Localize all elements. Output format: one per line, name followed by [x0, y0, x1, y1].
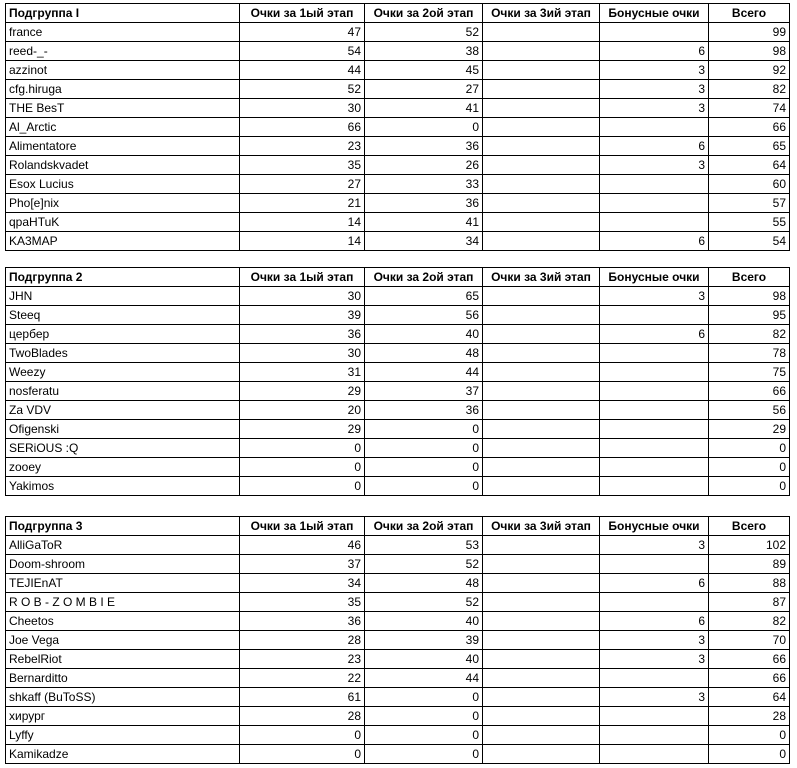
score-cell: 64 — [709, 688, 790, 707]
score-cell — [483, 555, 600, 574]
player-name: JHN — [6, 287, 240, 306]
score-cell: 36 — [365, 137, 483, 156]
table-row — [6, 631, 790, 650]
player-name: Pho[e]nix — [6, 194, 240, 213]
score-cell: 3 — [600, 536, 709, 555]
score-cell — [600, 213, 709, 232]
column-header: Очки за 1ый этап — [240, 517, 365, 536]
table-row — [6, 574, 790, 593]
score-cell: 48 — [365, 344, 483, 363]
header-row — [6, 517, 790, 536]
column-header: Всего — [709, 4, 790, 23]
score-cell — [483, 726, 600, 745]
column-header: Очки за 3ий этап — [483, 4, 600, 23]
score-cell — [483, 382, 600, 401]
score-cell: 35 — [240, 156, 365, 175]
score-cell: 82 — [709, 612, 790, 631]
player-name: Weezy — [6, 363, 240, 382]
table-row — [6, 477, 790, 496]
column-header: Очки за 2ой этап — [365, 4, 483, 23]
score-cell — [600, 555, 709, 574]
score-cell — [600, 439, 709, 458]
score-cell: 6 — [600, 325, 709, 344]
column-header: Бонусные очки — [600, 268, 709, 287]
table-row — [6, 232, 790, 251]
score-cell: 29 — [240, 420, 365, 439]
score-cell — [483, 61, 600, 80]
score-cell: 66 — [709, 382, 790, 401]
score-cell: 0 — [240, 458, 365, 477]
score-cell — [483, 631, 600, 650]
player-name: reed-_- — [6, 42, 240, 61]
score-cell: 0 — [709, 477, 790, 496]
score-cell: 66 — [709, 669, 790, 688]
score-cell: 21 — [240, 194, 365, 213]
column-header: Очки за 1ый этап — [240, 268, 365, 287]
score-cell: 52 — [365, 593, 483, 612]
score-cell: 48 — [365, 574, 483, 593]
table-row — [6, 80, 790, 99]
score-cell: 98 — [709, 287, 790, 306]
table-row — [6, 42, 790, 61]
score-cell: 66 — [709, 118, 790, 137]
player-name: Doom-shroom — [6, 555, 240, 574]
score-cell: 54 — [709, 232, 790, 251]
score-cell: 3 — [600, 650, 709, 669]
score-cell: 34 — [240, 574, 365, 593]
score-cell: 36 — [240, 325, 365, 344]
score-cell: 64 — [709, 156, 790, 175]
player-name: Steeq — [6, 306, 240, 325]
table-row — [6, 458, 790, 477]
score-cell: 0 — [240, 726, 365, 745]
group-table-1 — [5, 3, 790, 251]
score-cell: 27 — [365, 80, 483, 99]
score-cell: 87 — [709, 593, 790, 612]
table-row — [6, 401, 790, 420]
table-row — [6, 287, 790, 306]
score-cell: 0 — [709, 745, 790, 764]
player-name: france — [6, 23, 240, 42]
score-cell: 6 — [600, 574, 709, 593]
score-cell — [483, 574, 600, 593]
score-cell: 52 — [365, 23, 483, 42]
score-cell: 30 — [240, 287, 365, 306]
score-cell: 0 — [240, 745, 365, 764]
score-cell — [483, 232, 600, 251]
score-cell — [483, 118, 600, 137]
table-row — [6, 23, 790, 42]
score-cell: 37 — [365, 382, 483, 401]
score-cell — [483, 99, 600, 118]
score-cell — [600, 23, 709, 42]
player-name: Za VDV — [6, 401, 240, 420]
column-header: Очки за 1ый этап — [240, 4, 365, 23]
score-cell: 41 — [365, 99, 483, 118]
score-cell — [600, 401, 709, 420]
table-row — [6, 612, 790, 631]
column-header: Бонусные очки — [600, 517, 709, 536]
table-row — [6, 344, 790, 363]
score-cell — [600, 707, 709, 726]
table-row — [6, 99, 790, 118]
column-header: Всего — [709, 517, 790, 536]
score-cell: 60 — [709, 175, 790, 194]
table-row — [6, 745, 790, 764]
score-cell — [600, 745, 709, 764]
score-cell — [483, 420, 600, 439]
score-cell — [483, 80, 600, 99]
score-cell: 45 — [365, 61, 483, 80]
score-cell: 6 — [600, 137, 709, 156]
score-cell: 41 — [365, 213, 483, 232]
score-cell: 44 — [365, 669, 483, 688]
score-cell — [483, 23, 600, 42]
player-name: Kamikadze — [6, 745, 240, 764]
score-cell: 52 — [365, 555, 483, 574]
score-cell: 31 — [240, 363, 365, 382]
score-cell: 6 — [600, 42, 709, 61]
score-cell: 38 — [365, 42, 483, 61]
score-cell: 39 — [365, 631, 483, 650]
group-table-2 — [5, 267, 790, 496]
score-cell: 0 — [365, 477, 483, 496]
player-name: TwoBlades — [6, 344, 240, 363]
score-cell: 65 — [709, 137, 790, 156]
score-cell — [600, 363, 709, 382]
score-cell: 28 — [240, 631, 365, 650]
score-cell — [483, 650, 600, 669]
score-cell: 33 — [365, 175, 483, 194]
player-name: Al_Arctic — [6, 118, 240, 137]
player-name: qpaHTuK — [6, 213, 240, 232]
table-row — [6, 325, 790, 344]
score-cell: 22 — [240, 669, 365, 688]
score-cell: 82 — [709, 80, 790, 99]
table-row — [6, 137, 790, 156]
score-cell: 3 — [600, 287, 709, 306]
column-header: Бонусные очки — [600, 4, 709, 23]
score-cell — [483, 287, 600, 306]
score-cell: 3 — [600, 631, 709, 650]
player-name: Yakimos — [6, 477, 240, 496]
player-name: Joe Vega — [6, 631, 240, 650]
score-cell — [600, 194, 709, 213]
score-cell: 75 — [709, 363, 790, 382]
score-cell: 28 — [240, 707, 365, 726]
score-cell: 34 — [365, 232, 483, 251]
score-cell: 28 — [709, 707, 790, 726]
score-cell: 98 — [709, 42, 790, 61]
score-cell: 37 — [240, 555, 365, 574]
table-row — [6, 726, 790, 745]
score-cell — [483, 707, 600, 726]
score-cell — [483, 42, 600, 61]
score-cell: 36 — [365, 401, 483, 420]
table-row — [6, 363, 790, 382]
table-row — [6, 555, 790, 574]
score-cell: 54 — [240, 42, 365, 61]
score-cell: 44 — [240, 61, 365, 80]
score-cell: 3 — [600, 80, 709, 99]
header-row — [6, 4, 790, 23]
score-cell: 0 — [365, 420, 483, 439]
table-row — [6, 669, 790, 688]
table-row — [6, 439, 790, 458]
score-cell — [600, 477, 709, 496]
score-cell: 74 — [709, 99, 790, 118]
player-name: SERiOUS :Q — [6, 439, 240, 458]
score-cell — [600, 593, 709, 612]
score-cell: 52 — [240, 80, 365, 99]
player-name: Alimentatore — [6, 137, 240, 156]
table-row — [6, 156, 790, 175]
score-cell — [600, 382, 709, 401]
score-cell — [483, 344, 600, 363]
score-cell: 0 — [365, 745, 483, 764]
score-cell: 27 — [240, 175, 365, 194]
score-cell — [483, 669, 600, 688]
header-row — [6, 268, 790, 287]
table-row — [6, 194, 790, 213]
score-cell: 36 — [365, 194, 483, 213]
score-cell: 0 — [365, 726, 483, 745]
player-name: RebelRiot — [6, 650, 240, 669]
column-header: Очки за 2ой этап — [365, 517, 483, 536]
score-cell — [600, 669, 709, 688]
score-cell: 0 — [709, 458, 790, 477]
score-cell — [600, 306, 709, 325]
score-cell — [483, 156, 600, 175]
score-cell: 66 — [709, 650, 790, 669]
table-row — [6, 650, 790, 669]
score-cell — [483, 137, 600, 156]
score-cell — [483, 325, 600, 344]
score-cell: 20 — [240, 401, 365, 420]
table-row — [6, 175, 790, 194]
column-header: Всего — [709, 268, 790, 287]
score-cell: 82 — [709, 325, 790, 344]
score-cell: 0 — [365, 688, 483, 707]
score-cell — [483, 363, 600, 382]
score-cell — [483, 612, 600, 631]
score-cell: 39 — [240, 306, 365, 325]
player-name: Ofigenski — [6, 420, 240, 439]
score-cell: 26 — [365, 156, 483, 175]
score-cell — [483, 175, 600, 194]
score-cell: 3 — [600, 99, 709, 118]
score-cell: 30 — [240, 344, 365, 363]
score-cell: 40 — [365, 650, 483, 669]
player-name: хирург — [6, 707, 240, 726]
player-name: shkaff (BuToSS) — [6, 688, 240, 707]
group-title: Подгруппа I — [6, 4, 240, 23]
player-name: THE BesT — [6, 99, 240, 118]
score-cell: 6 — [600, 612, 709, 631]
player-name: Bernarditto — [6, 669, 240, 688]
score-cell: 6 — [600, 232, 709, 251]
player-name: Cheetos — [6, 612, 240, 631]
score-cell — [483, 306, 600, 325]
player-name: Esox Lucius — [6, 175, 240, 194]
score-cell: 55 — [709, 213, 790, 232]
score-cell: 40 — [365, 325, 483, 344]
player-name: AlliGaToR — [6, 536, 240, 555]
table-row — [6, 688, 790, 707]
score-cell: 23 — [240, 137, 365, 156]
score-cell — [600, 726, 709, 745]
score-cell — [483, 194, 600, 213]
score-cell: 65 — [365, 287, 483, 306]
score-cell: 14 — [240, 232, 365, 251]
score-cell: 0 — [365, 707, 483, 726]
score-cell: 3 — [600, 688, 709, 707]
score-cell — [483, 439, 600, 458]
score-cell: 36 — [240, 612, 365, 631]
score-cell: 66 — [240, 118, 365, 137]
table-row — [6, 420, 790, 439]
score-cell: 56 — [365, 306, 483, 325]
score-cell: 61 — [240, 688, 365, 707]
score-cell — [483, 458, 600, 477]
score-cell: 88 — [709, 574, 790, 593]
group-table-3 — [5, 516, 790, 764]
score-cell — [483, 745, 600, 764]
score-cell: 46 — [240, 536, 365, 555]
score-cell: 0 — [709, 726, 790, 745]
score-cell: 0 — [365, 439, 483, 458]
score-cell: 89 — [709, 555, 790, 574]
score-cell — [483, 593, 600, 612]
player-name: zooey — [6, 458, 240, 477]
score-cell — [600, 344, 709, 363]
group-title: Подгруппа 3 — [6, 517, 240, 536]
score-cell — [483, 688, 600, 707]
score-cell: 0 — [240, 477, 365, 496]
score-cell: 44 — [365, 363, 483, 382]
score-cell: 29 — [709, 420, 790, 439]
score-cell: 78 — [709, 344, 790, 363]
score-cell — [600, 118, 709, 137]
score-cell: 3 — [600, 61, 709, 80]
column-header: Очки за 2ой этап — [365, 268, 483, 287]
score-cell: 0 — [365, 458, 483, 477]
score-cell: 0 — [365, 118, 483, 137]
score-cell: 0 — [240, 439, 365, 458]
score-cell — [483, 477, 600, 496]
table-row — [6, 213, 790, 232]
score-cell: 92 — [709, 61, 790, 80]
score-cell: 99 — [709, 23, 790, 42]
player-name: Rolandskvadet — [6, 156, 240, 175]
score-cell — [483, 536, 600, 555]
player-name: Lyffy — [6, 726, 240, 745]
table-row — [6, 536, 790, 555]
score-cell: 23 — [240, 650, 365, 669]
score-cell: 29 — [240, 382, 365, 401]
column-header: Очки за 3ий этап — [483, 268, 600, 287]
score-cell: 102 — [709, 536, 790, 555]
table-row — [6, 306, 790, 325]
table-row — [6, 118, 790, 137]
score-cell — [600, 458, 709, 477]
score-cell: 30 — [240, 99, 365, 118]
score-cell: 95 — [709, 306, 790, 325]
score-cell — [483, 401, 600, 420]
score-cell: 40 — [365, 612, 483, 631]
player-name: R O B - Z O M B I E — [6, 593, 240, 612]
player-name: nosferatu — [6, 382, 240, 401]
score-cell: 53 — [365, 536, 483, 555]
table-row — [6, 382, 790, 401]
column-header: Очки за 3ий этап — [483, 517, 600, 536]
player-name: TEJIEnAT — [6, 574, 240, 593]
table-row — [6, 61, 790, 80]
player-name: azzinot — [6, 61, 240, 80]
group-title: Подгруппа 2 — [6, 268, 240, 287]
score-cell: 14 — [240, 213, 365, 232]
score-cell: 56 — [709, 401, 790, 420]
score-cell — [600, 175, 709, 194]
table-row — [6, 593, 790, 612]
score-cell: 57 — [709, 194, 790, 213]
score-cell: 35 — [240, 593, 365, 612]
table-row — [6, 707, 790, 726]
player-name: цербер — [6, 325, 240, 344]
score-cell — [600, 420, 709, 439]
score-cell: 0 — [709, 439, 790, 458]
score-cell: 3 — [600, 156, 709, 175]
player-name: cfg.hiruga — [6, 80, 240, 99]
player-name: KA3MAP — [6, 232, 240, 251]
score-cell: 70 — [709, 631, 790, 650]
score-cell — [483, 213, 600, 232]
score-cell: 47 — [240, 23, 365, 42]
